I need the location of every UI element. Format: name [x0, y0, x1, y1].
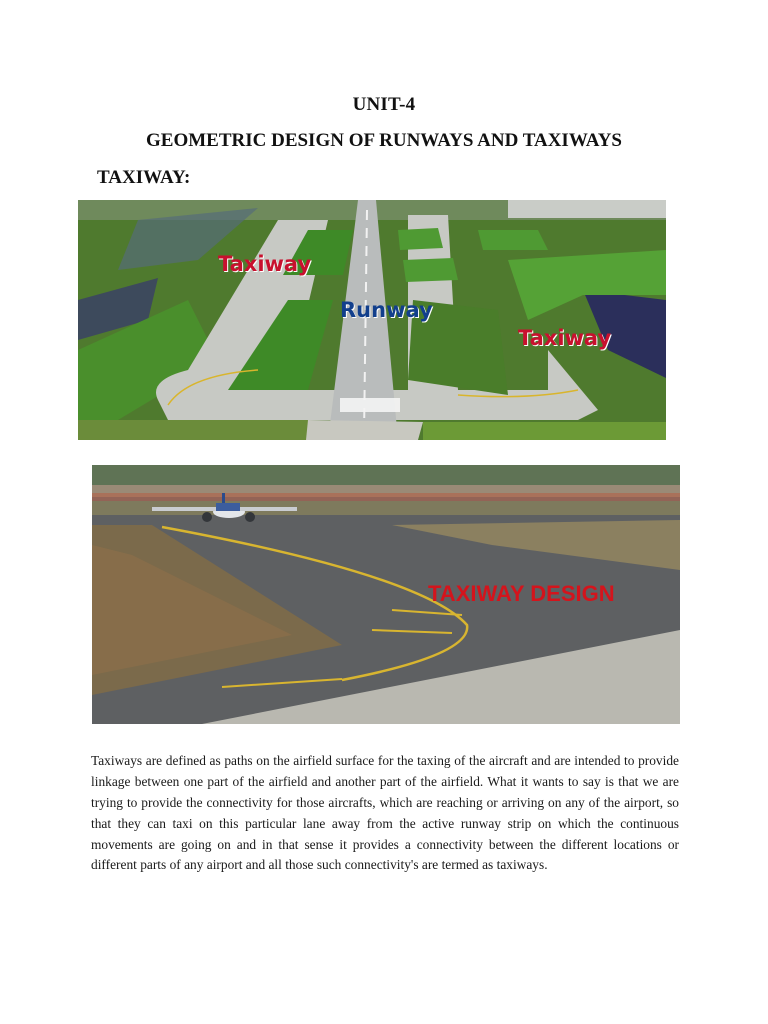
unit-heading: UNIT-4	[352, 94, 416, 115]
taxiway-design-photo	[92, 465, 680, 724]
taxiway-definition-paragraph: Taxiways are defined as paths on the airfield surface for the taxing of the aircraft and are intended to provide linkage between one part of the airfield and another part of the airfield. What it wants to say is that we are trying to provide the connectivity for those aircrafts, which are reaching or arriving on any of the airport, so that they can taxi on this particular lane away from the active runway strip on which the continuous movements are going on and in that sense it provides a connectivity between the different locations or different parts of any airport and all those such connectivity's are termed as taxiways.	[91, 753, 679, 873]
section-heading: TAXIWAY:	[97, 167, 191, 188]
chapter-title: GEOMETRIC DESIGN OF RUNWAYS AND TAXIWAYS	[146, 130, 622, 151]
runway-label: Runway	[340, 298, 433, 322]
runway-taxiway-aerial-photo	[78, 200, 666, 440]
taxiway-label-right: Taxiway	[518, 326, 612, 350]
taxiway-design-label: TAXIWAY DESIGN	[428, 581, 615, 606]
taxiway-label-left: Taxiway	[218, 252, 312, 276]
